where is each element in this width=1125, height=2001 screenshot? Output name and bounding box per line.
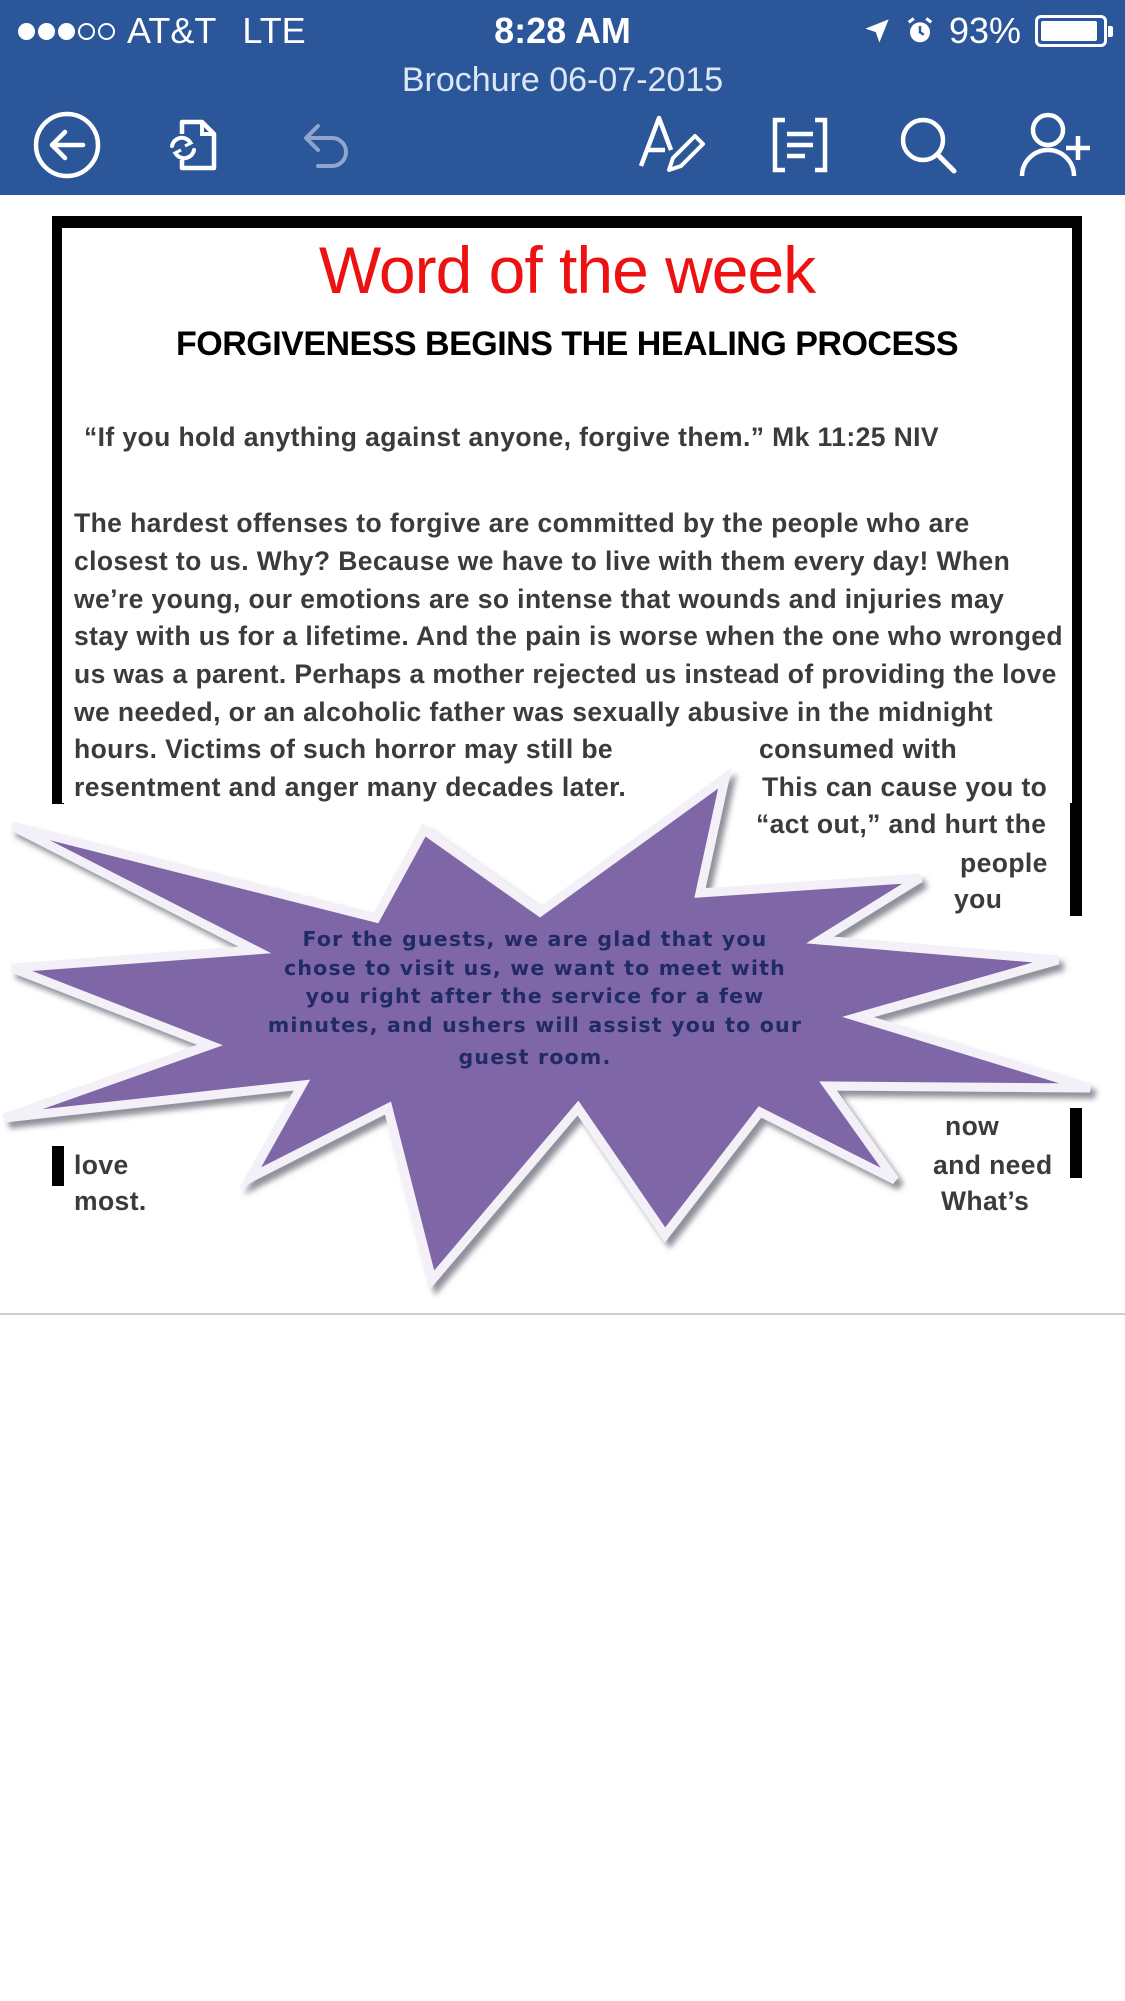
paragraph-fragment-left: most. — [74, 1186, 147, 1216]
starburst-line: minutes, and ushers will assist you to our — [267, 1012, 803, 1037]
paragraph-line-wrap-right: This can cause you to — [762, 772, 1048, 802]
starburst-line: For the guests, we are glad that you — [302, 927, 768, 951]
paragraph-line-wrap-right: “act out,” and hurt the — [756, 809, 1047, 839]
starburst-text — [240, 925, 830, 1072]
paragraph-line: we needed, or an alcoholic father was sexually abusive in the midnight — [74, 697, 993, 727]
text-edit-icon[interactable] — [630, 105, 710, 185]
paragraph-fragment-left: love — [74, 1150, 129, 1180]
starburst-line: chose to visit us, we want to meet with — [284, 955, 786, 980]
alarm-clock-icon — [905, 16, 935, 46]
app-header — [0, 0, 1125, 195]
paragraph-line-wrap-left: resentment and anger many decades later. — [74, 772, 627, 802]
back-arrow-icon[interactable] — [27, 105, 107, 185]
document-title: Brochure 06-07-2015 — [401, 61, 724, 99]
battery-icon — [1035, 15, 1107, 47]
undo-icon[interactable] — [285, 105, 365, 185]
share-person-add-icon[interactable] — [1016, 105, 1096, 185]
paragraph-fragment-right: and need — [933, 1150, 1053, 1180]
status-bar-right — [863, 10, 1107, 52]
paragraph-line-wrap-right: people — [960, 848, 1048, 878]
search-icon[interactable] — [888, 105, 968, 185]
paragraph-line: The hardest offenses to forgive are committed by the people who are — [74, 508, 970, 538]
starburst-line: guest room. — [458, 1045, 612, 1069]
reading-view-icon[interactable] — [760, 105, 840, 185]
carrier-name: AT&T — [127, 10, 217, 51]
page-title: Word of the week — [318, 233, 816, 307]
paragraph-line: we’re young, our emotions are so intense that wounds and injuries may — [74, 584, 1005, 614]
paragraph-line: us was a parent. Perhaps a mother rejected us instead of providing the love — [74, 659, 1057, 689]
paragraph-line-wrap-left: hours. Victims of such horror may still be — [74, 734, 614, 764]
battery-percent: 93% — [948, 10, 1021, 51]
paragraph-line: stay with us for a lifetime. And the pain is worse when the one who wronged — [74, 621, 1064, 651]
paragraph-fragment-right: now — [945, 1111, 1000, 1141]
paragraph-line-wrap-right: you — [954, 884, 1003, 914]
paragraph-fragment-right: What’s — [941, 1186, 1030, 1216]
starburst-line: you right after the service for a few — [305, 984, 765, 1008]
document-subheading: FORGIVENESS BEGINS THE HEALING PROCESS — [175, 325, 958, 363]
status-time: 8:28 AM — [494, 10, 631, 51]
location-arrow-icon — [863, 17, 891, 45]
network-type: LTE — [242, 10, 306, 51]
paragraph-line: closest to us. Why? Because we have to live with them every day! When — [74, 546, 1011, 576]
scripture-verse: “If you hold anything against anyone, forgive them.” Mk 11:25 NIV — [84, 422, 940, 452]
paragraph-line-wrap-right: consumed with — [759, 734, 958, 764]
file-sync-icon[interactable] — [155, 105, 235, 185]
border-top — [52, 216, 1082, 228]
page-end-divider — [0, 1313, 1125, 1315]
